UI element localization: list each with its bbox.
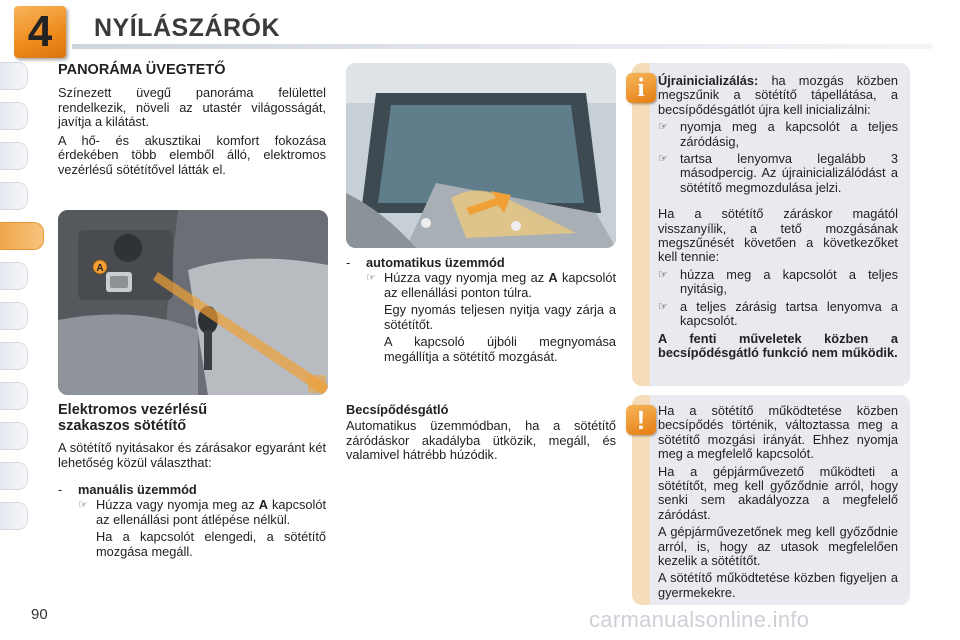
auto-reopen-text: Ha a sötétítő záráskor magától visszanyílik, a tető mozgásának megszűnését követően a következőket kell tennie: — [658, 206, 898, 265]
hand-pointer-icon: ☞ — [658, 268, 668, 281]
info-panel-text — [658, 74, 898, 363]
electric-intro: A sötétítő nyitásakor és zárásakor egyaránt két lehetőség közül választhat: — [58, 440, 326, 470]
auto-mode-note-2: A kapcsoló újbóli megnyomása megállítja a sötétítő mozgását. — [384, 334, 616, 364]
chapter-badge — [14, 6, 66, 58]
reinit-step-1: ☞ nyomja meg a kapcsolót a teljes záródásig, — [658, 119, 898, 149]
page-number: 90 — [31, 606, 48, 623]
chapter-tab-4[interactable] — [0, 182, 28, 210]
warning-paragraph-4: A sötétítő működtetése közben figyeljen a gyermekekre. — [658, 570, 898, 600]
console-switch-photo — [58, 210, 328, 395]
warning-paragraph-3: A gépjárművezetőnek meg kell győződnie arról, is, hogy az utasok megfelelően kezelik a sötétítőt. — [658, 524, 898, 569]
pinch-text: Automatikus üzemmódban, ha a sötétítő záródáskor akadályba ütközik, megáll, és valamivel hátrébb húzódik. — [346, 418, 616, 463]
hand-pointer-icon: ☞ — [658, 121, 668, 134]
section-title-electric — [58, 402, 207, 434]
chapter-tab-10[interactable] — [0, 422, 28, 450]
pinch-title: Becsípődésgátló — [346, 402, 449, 417]
watermark: carmanualsonline.info — [589, 607, 810, 632]
reinit-label: Újrainicializálás: — [658, 73, 759, 88]
chapter-number: 4 — [27, 7, 53, 56]
manual-mode-heading: - manuális üzemmód — [58, 482, 197, 497]
chapter-tab-8[interactable] — [0, 342, 28, 370]
intro-paragraph-2: A hő- és akusztikai komfort fokozása érdekében több elemből álló, elektromos vezérlésű sötétítővel látták el. — [58, 132, 326, 177]
electric-title-line-2: szakaszos sötétítő — [58, 418, 187, 434]
chapter-tab-1[interactable] — [0, 62, 28, 90]
sunroof-photo — [346, 63, 616, 248]
reopen-step-2: ☞ a teljes zárásig tartsa lenyomva a kapcsolót. — [658, 298, 898, 329]
intro-paragraph-1: Színezett üvegű panoráma felülettel rendelkezik, növeli az utastér világosságát, javítja a kilátást. — [58, 85, 326, 130]
intro-text — [58, 86, 326, 182]
header-divider — [72, 44, 932, 49]
reinit-text: ha mozgás közben megszűnik a sötétítő tápellátása, a becsípődésgátlót újra kell inicializálni: — [658, 73, 899, 117]
page-title: NYÍLÁSZÁRÓK — [94, 14, 281, 42]
inactive-warning: A fenti műveletek közben a becsípődésgátló funkció nem működik. — [658, 330, 898, 360]
electric-title-line-1: Elektromos vezérlésű — [58, 402, 208, 418]
reopen-step-1: ☞ húzza meg a kapcsolót a teljes nyitásig, — [658, 266, 898, 297]
chapter-tab-2[interactable] — [0, 102, 28, 130]
warning-panel-text — [658, 404, 898, 603]
hand-pointer-icon: ☞ — [658, 300, 668, 313]
chapter-tabs — [0, 62, 30, 542]
auto-mode-note-1: Egy nyomás teljesen nyitja vagy zárja a sötétítőt. — [384, 302, 616, 332]
hand-pointer-icon: ☞ — [658, 153, 668, 166]
chapter-tab-3[interactable] — [0, 142, 28, 170]
chapter-tab-11[interactable] — [0, 462, 28, 490]
hand-pointer-icon: ☞ — [78, 499, 88, 511]
auto-mode-heading: - automatikus üzemmód — [346, 255, 505, 270]
switch-marker-label: A — [96, 263, 104, 274]
auto-mode-instructions: ☞ Húzza vagy nyomja meg az A kapcsolót az ellenállási ponton túlra. Egy nyomás teljesen nyitja vagy zárja a sötétítőt. A kapcsoló újbóli megnyomása megállítja a sötétítő mozgását. — [366, 270, 617, 364]
warning-paragraph-1: Ha a sötétítő működtetése közben becsípődés történik, változtassa meg a sötétítő mozgási irányát. Ehhez nyomja meg a megfelelő kapcsolót. — [658, 403, 898, 462]
info-icon: i — [626, 73, 656, 103]
chapter-tab-7[interactable] — [0, 302, 28, 330]
chapter-tab-12[interactable] — [0, 502, 28, 530]
chapter-tab-6[interactable] — [0, 262, 28, 290]
reinit-step-2: ☞ tartsa lenyomva legalább 3 másodpercig. Az újrainicializálódást a sötétítő megmozdulása jelzi. — [658, 151, 898, 195]
warning-paragraph-2: Ha a gépjárművezető működteti a sötétítőt, meg kell győződnie arról, hogy senki sem akadályozza a megfelelő záródást. — [658, 463, 898, 522]
manual-mode-instructions: ☞ Húzza vagy nyomja meg az A kapcsolót az ellenállási pont átlépése nélkül. Ha a kapcsolót elengedi, a sötétítő mozgása megáll. — [78, 497, 326, 559]
console-illustration — [58, 210, 328, 395]
sunroof-illustration — [346, 63, 616, 248]
manual-mode-note: Ha a kapcsolót elengedi, a sötétítő mozgása megáll. — [96, 529, 326, 559]
hand-pointer-icon: ☞ — [366, 272, 376, 284]
warning-icon: ! — [626, 405, 656, 435]
chapter-tab-5-active[interactable] — [0, 222, 44, 250]
chapter-tab-9[interactable] — [0, 382, 28, 410]
section-title-panorama: PANORÁMA ÜVEGTETŐ — [58, 62, 226, 78]
